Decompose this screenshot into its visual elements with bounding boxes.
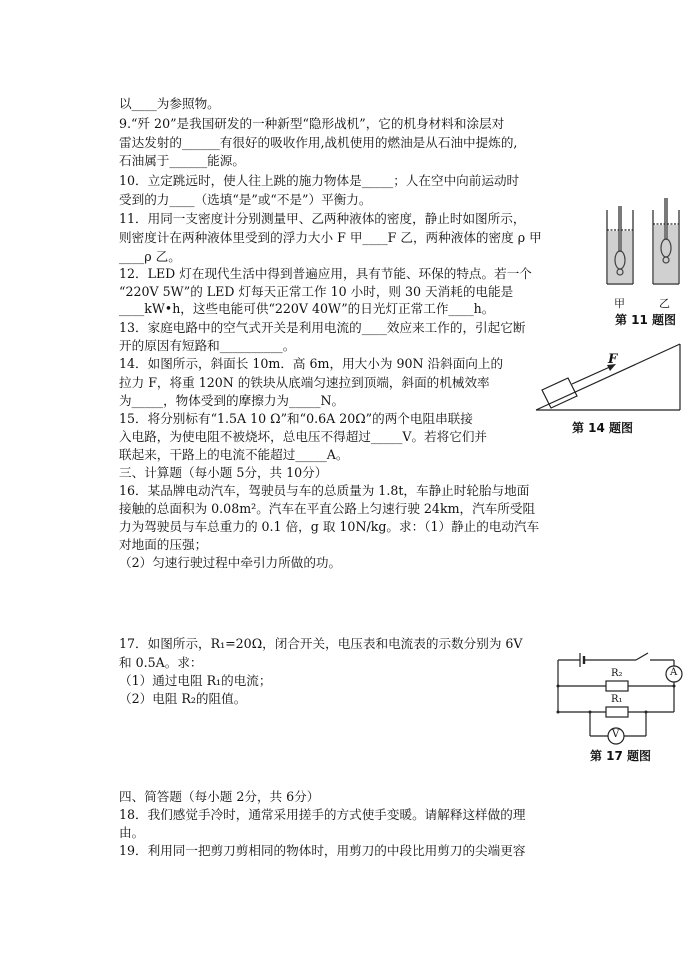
r2-label: R₂	[611, 668, 623, 679]
force-label: F	[608, 352, 618, 367]
label-jia: 甲	[614, 297, 625, 310]
r1-label: R₁	[611, 694, 623, 705]
text-line: “220V 5W”的 LED 灯每天正常工作 10 小时，则 30 天消耗的电能是	[119, 284, 514, 299]
section-heading: 四、简答题（每小题 2分，共 6分）	[119, 789, 320, 804]
text-line: 对地面的压强；	[119, 537, 208, 552]
ammeter-label: A	[670, 667, 678, 678]
text-line: 18．我们感觉手冷时，通常采用搓手的方式使手变暖。请解释这样做的理	[119, 807, 526, 822]
text-line: 入电路，为使电阻不被烧坏，总电压不得超过_____V。若将它们并	[119, 429, 488, 444]
figure-caption: 第 14 题图	[572, 421, 634, 435]
text-line: 以____为参照物。	[119, 96, 220, 111]
text-line: 石油属于______能源。	[119, 153, 245, 168]
text-line: 由。	[119, 825, 145, 840]
text-line: 受到的力____（选填“是”或“不是”）平衡力。	[119, 192, 372, 207]
text-line: 15．将分别标有“1.5A 10 Ω”和“0.6A 20Ω”的两个电阻串联接	[119, 411, 473, 426]
text-line: 9.“歼 20”是我国研发的一种新型“隐形战机”，它的机身材料和涂层对	[119, 116, 505, 131]
figure-11	[595, 196, 688, 331]
hydrometer-diagram	[595, 196, 688, 296]
text-line: 开的原因有短路和__________。	[119, 338, 296, 353]
figure-caption: 第 17 题图	[590, 749, 652, 763]
text-line: 11．用同一支密度计分别测量甲、乙两种液体的密度，静止时如图所示，	[119, 211, 526, 226]
text-line: 则密度计在两种液体里受到的浮力大小 F 甲____F 乙，两种液体的密度 ρ 甲	[119, 230, 542, 245]
text-line: 接触的总面积为 0.08m²。汽车在平直公路上匀速行驶 24km，汽车所受阻	[119, 501, 536, 516]
text-line: 10．立定跳远时，使人往上跳的施力物体是_____；人在空中向前运动时	[119, 173, 520, 188]
label-yi: 乙	[659, 297, 670, 310]
text-line: 雷达发射的______有很好的吸收作用,战机使用的燃油是从石油中提炼的,	[119, 135, 518, 150]
text-line: 为_____，物体受到的摩擦力为_____N。	[119, 393, 345, 408]
text-line: （2）匀速行驶过程中牵引力所做的功。	[119, 555, 342, 570]
text-line: 联起来，干路上的电流不能超过_____A。	[119, 447, 349, 462]
section-heading: 三、计算题（每小题 5分，共 10分）	[119, 465, 328, 480]
text-line: 14．如图所示，斜面长 10m．高 6m，用大小为 90N 沿斜面向上的	[119, 356, 504, 371]
text-line: 13．家庭电路中的空气式开关是利用电流的____效应来工作的，引起它断	[119, 320, 526, 335]
text-line: 17．如图所示，R₁=20Ω，闭合开关，电压表和电流表的示数分别为 6V	[119, 636, 523, 651]
figure-14	[532, 340, 684, 440]
text-line: 12．LED 灯在现代生活中得到普遍应用，具有节能、环保的特点。若一个	[119, 266, 532, 281]
figure-17	[550, 650, 688, 765]
text-line: （1）通过电阻 R₁的电流；	[119, 673, 272, 688]
text-line: 16．某品牌电动汽车，驾驶员与车的总质量为 1.8t，车静止时轮胎与地面	[119, 483, 530, 498]
text-line: 和 0.5A。求：	[119, 655, 203, 670]
text-line: 19．利用同一把剪刀剪相同的物体时，用剪刀的中段比用剪刀的尖端更容	[119, 843, 526, 858]
text-line: 力为驾驶员与车总重力的 0.1 倍，g 取 10N/kg。求：（1）静止的电动汽车	[119, 519, 540, 534]
figure-caption: 第 11 题图	[615, 313, 677, 327]
voltmeter-label: V	[612, 729, 620, 740]
text-line: ____kW•h，这些电能可供“220V 40W”的日光灯正常工作____h。	[119, 301, 495, 316]
text-line: 拉力 F，将重 120N 的铁块从底端匀速拉到顶端，斜面的机械效率	[119, 375, 490, 390]
text-line: （2）电阻 R₂的阻值。	[119, 691, 247, 706]
text-line: ____ρ 乙。	[119, 249, 181, 264]
